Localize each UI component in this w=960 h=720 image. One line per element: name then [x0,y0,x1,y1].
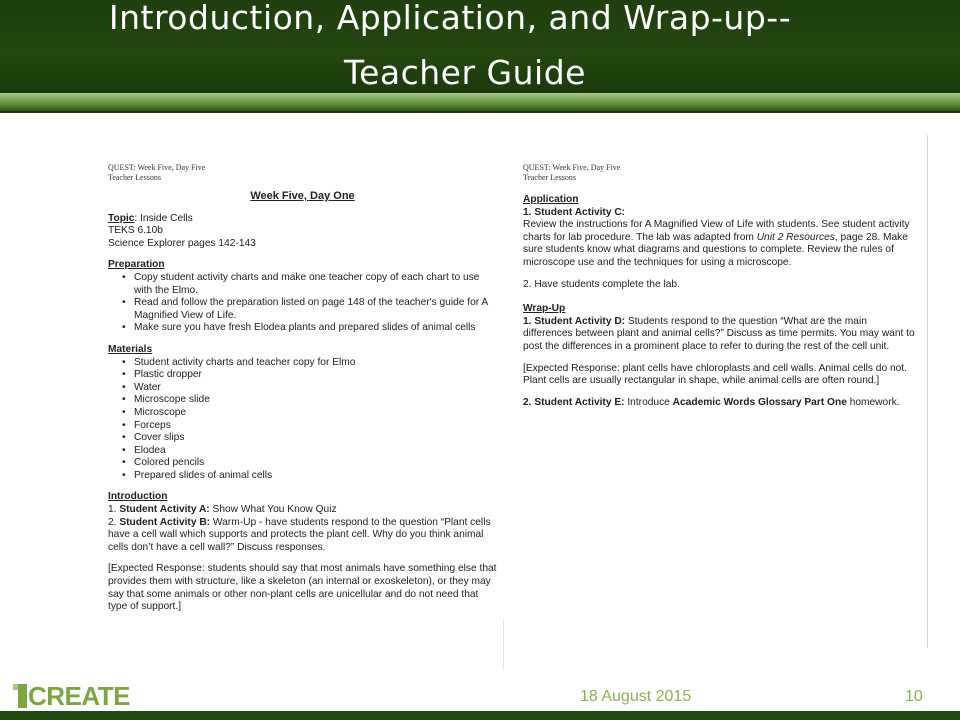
wrapup-item-1 [523,316,917,354]
intro-item-2 [108,517,497,555]
list-item: • Colored pencils [122,457,497,470]
activity-text: homework. [846,396,900,408]
activity-text: Warm-Up - have students respond to the question “Plant cells have a cell wall which supports and protects the plant cell. Why do you think animal cells don’t have a cell wall?” Discuss responses. [108,516,491,553]
list-item: • Microscope [122,407,497,420]
slide-title [0,0,900,100]
list-item: • Cover slips [122,432,497,445]
materials-list [122,357,497,483]
footer-bar [0,711,960,720]
teks-line: TEKS 6.10b [108,225,163,237]
science-line: Science Explorer pages 142-143 [108,237,256,249]
slide-title-line1: Introduction, Application, and Wrap-up-- [108,0,792,37]
doc-heading: Week Five, Day One [250,190,355,202]
page-divider [503,620,504,670]
application-item-2: 2. Have students complete the lab. [523,278,680,290]
application-label: Application [523,194,579,205]
list-item: • Forceps [122,420,497,433]
activity-label: Student Activity B: [119,516,211,528]
list-item: • Prepared slides of animal cells [122,470,497,483]
doc-meta-line: QUEST: Week Five, Day Five [108,163,206,172]
logo-text: CREATE [28,681,130,711]
introduction-label: Introduction [108,491,168,503]
create-logo [18,681,130,711]
wrapup-expected-response: [Expected Response: plant cells have chloroplasts and cell walls. Animal cells do not. Plant cells are usually rectangular in shape, while animal cells are often round.] [523,362,907,387]
activity-text: , page 28. Make sure students know what diagrams and questions to complete. Review the rules of microscope use and the techniques for using a microscope. [523,231,908,268]
list-item: • Make sure you have fresh Elodea plants and prepared slides of animal cells [122,322,497,335]
list-item: • Copy student activity charts and make one teacher copy of each chart to use with the Elmo. [122,272,497,297]
list-item: • Water [122,382,497,395]
resource-title: Unit 2 Resources [756,231,835,243]
activity-text: Students respond to the question “What are the main differences between plant and animal cells?” Discuss as time permits. You may want to post the differences in a prominent place to refer to during the rest of the cell unit. [523,315,915,352]
doc-meta-line: QUEST: Week Five, Day Five [523,163,621,172]
title-underline-band [0,93,960,113]
wrapup-item-2 [523,397,917,410]
footer-date: 18 August 2015 [580,688,692,705]
expected-response: [Expected Response: students should say that most animals have something else that provides them with structure, like a skeleton (an internal or exoskeleton), or they may say that some animals or other non-plant cells are unicellular and do not need that type of support.] [108,563,497,613]
activity-text: Show What You Know Quiz [209,504,337,516]
topic-label: Topic [108,212,135,224]
activity-label: 1. Student Activity C: [523,206,626,218]
materials-label: Materials [108,343,153,355]
activity-text: Review the instructions for A Magnified View of Life with students. See student activity charts for lab procedure. The lab was adapted from [523,219,910,243]
activity-label: 2. Student Activity E: [523,396,625,408]
item-number: 1. [108,504,120,516]
preparation-list [122,272,497,335]
glossary-title: Academic Words Glossary Part One [672,396,847,408]
topic-line [108,213,497,226]
document-page-left [100,135,505,648]
topic-value: : Inside Cells [134,212,193,224]
slide-number: 10 [905,688,923,705]
list-item: • Microscope slide [122,394,497,407]
logo-i-mark-icon [18,684,27,708]
doc-meta-line: Teacher Lessons [108,172,161,182]
wrapup-label: Wrap-Up [523,303,566,315]
doc-meta-line: Teacher Lessons [523,172,576,182]
intro-item-1 [108,504,497,517]
list-item: • Student activity charts and teacher copy for Elmo [122,357,497,370]
application-item-1-text [523,219,917,269]
preparation-label: Preparation [108,259,165,271]
list-item: • Plastic dropper [122,369,497,382]
activity-label: Student Activity A: [119,504,210,516]
document-page-right [505,135,928,648]
title-bar [0,0,960,93]
activity-text: Introduce [624,396,673,408]
list-item: • Read and follow the preparation listed on page 148 of the teacher's guide for A Magnified View of Life. [122,297,497,322]
activity-label: 1. Student Activity D: [523,315,626,327]
slide-title-line2: Teacher Guide [344,53,586,92]
application-item-1-heading [523,207,917,220]
list-item: • Elodea [122,445,497,458]
item-number: 2. [108,516,120,528]
